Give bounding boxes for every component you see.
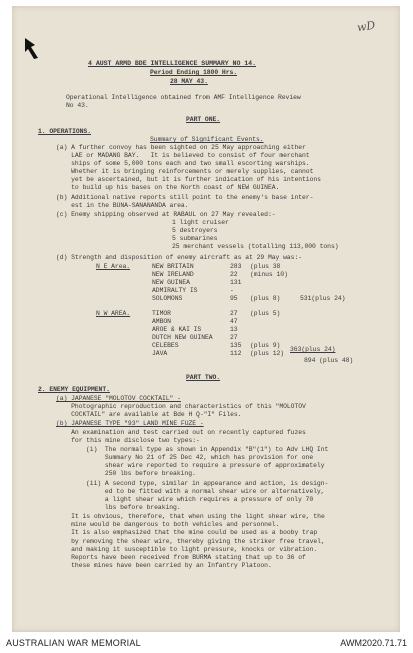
- ne-region-count: 95: [230, 295, 238, 302]
- shipping-line: 5 destroyers: [172, 227, 218, 234]
- closing-line: these mines have been carried by an Infantry Platoon.: [56, 562, 272, 570]
- ne-region-name: NEW BRITAIN: [152, 263, 194, 270]
- para-1b-line-1: (b) Additional native reports still point to the enemy's base inter-: [56, 194, 314, 201]
- typeii-line: (ii) A second type, similar in appearance and action, is design-: [86, 480, 329, 487]
- para1a-line: LAE or MADANG BAY. It is believed to consist of four merchant: [56, 152, 310, 159]
- nw-region-name: JAVA: [152, 350, 168, 357]
- closing-line: Reports have been received from BURMA stating that up to 36 of: [56, 554, 306, 561]
- para1a-line: to build up his bases on the North coast of NEW GUINEA.: [56, 184, 280, 191]
- footer-bar: [0, 634, 413, 653]
- typei-line: 250 lbs before breaking.: [86, 470, 196, 477]
- summary-title: 4 AUST ARMD BDE INTELLIGENCE SUMMARY NO 14.: [88, 60, 256, 67]
- ne-region-change: (plus 8): [250, 295, 281, 302]
- hand-drawn-arrow-mark: [22, 34, 42, 62]
- typei-line: (i) The normal type as shown in Appendix "B"(1") to Adv LHQ Int: [86, 446, 329, 453]
- nw-region-count: 27: [230, 334, 238, 341]
- nw-region-change: (plus 12): [250, 350, 285, 357]
- intro-line-1: Operational Intelligence obtained from AMF Intelligence Review: [66, 94, 301, 101]
- typeii-line: a light shear wire which requires a pressure of only 70: [86, 496, 314, 503]
- handwritten-initials: wD: [356, 18, 377, 35]
- para-1c: (c) Enemy shipping observed at RABAUL on 27 May revealed:-: [56, 211, 276, 218]
- nw-region-count: 47: [230, 318, 238, 325]
- intro-line-2: No 43.: [66, 102, 89, 109]
- ne-region-name: SOLOMONS: [152, 295, 183, 302]
- nw-region-name: AMBON: [152, 318, 171, 325]
- para-2a-line-1: Photographic reproduction and characteristics of this "MOLOTOV: [56, 403, 306, 410]
- para-2b-line-2: for this mine disclose two types:-: [56, 437, 200, 444]
- ne-region-change: (minus 10): [250, 271, 288, 278]
- nw-region-change: (plus 5): [250, 310, 281, 317]
- para1a-line: Whether it is bringing reinforcements or merely supplies, cannot: [56, 168, 314, 175]
- para1a-line: ships of some 5,000 tons each and two small escorting warships.: [56, 160, 310, 167]
- summary-heading: Summary of Significant Events.: [150, 136, 264, 143]
- para-2b-line-1: An examination and test carried out on recently captured fuzes: [56, 429, 306, 436]
- typei-line: shear wire reported to require a pressure of approximately: [86, 462, 325, 469]
- ne-region-name: NEW GUINEA: [152, 279, 190, 286]
- footer-accession-number: AWM2020.71.71: [340, 638, 407, 648]
- nw-region-name: TIMOR: [152, 310, 171, 317]
- nw-region-change: (plus 9): [250, 342, 281, 349]
- para1a-line: yet be ascertained, but it is further indication of his intentions: [56, 176, 321, 183]
- para-2a-title: (a) JAPANESE "MOLOTOV COCKTAIL" -: [56, 395, 181, 402]
- nw-region-count: 13: [230, 326, 238, 333]
- nw-region-count: 27: [230, 310, 238, 317]
- part-two-heading: PART TWO.: [186, 374, 221, 381]
- nw-total: 363(plus 24): [290, 346, 336, 353]
- para-1b-line-2: est in the BUNA-SANANANDA area.: [56, 202, 189, 209]
- shipping-line: 1 light cruiser: [172, 219, 229, 226]
- ne-region-name: ADMIRALTY IS: [152, 287, 198, 294]
- ne-region-count: -: [230, 287, 234, 294]
- nw-region-count: 112: [230, 350, 242, 357]
- typeii-line: lbs before breaking.: [86, 504, 181, 511]
- nw-region-count: 135: [230, 342, 242, 349]
- typeii-line: ed to be fitted with a normal shear wire or alternatively,: [86, 488, 325, 495]
- ne-region-count: 131: [230, 279, 242, 286]
- shipping-line: 5 submarines: [172, 235, 218, 242]
- closing-line: It is also emphasized that the mine could be used as a booby trap: [56, 529, 318, 537]
- grand-total: 894 (plus 48): [304, 357, 354, 364]
- nw-area-label: N W AREA.: [96, 310, 131, 317]
- ne-region-change: (plus 38: [250, 263, 281, 270]
- ne-region-count: 22: [230, 271, 238, 278]
- ne-area-label: N E Area.: [96, 263, 131, 270]
- closing-line: mine would be dangerous to both vehicles and personnel.: [56, 521, 280, 529]
- closing-line: It is obvious, therefore, that when using the light shear wire, the: [56, 513, 325, 520]
- nw-region-name: DUTCH NEW GUINEA: [152, 334, 213, 341]
- section2-heading: 2. ENEMY EQUIPMENT.: [38, 386, 110, 393]
- closing-line: by removing the shear wire, thereby giving the striker free travel,: [56, 537, 325, 545]
- nw-region-name: CELEBES: [152, 342, 179, 349]
- para1a-line: (a) A further convoy has been sighted on 25 May approaching either: [56, 144, 306, 151]
- para-2b-title: (b) JAPANESE TYPE "93" LAND MINE FUZE -: [56, 420, 204, 427]
- section1-heading: 1. OPERATIONS.: [38, 128, 91, 135]
- typei-line: Summary No 21 of 25 Dec 42, which has provision for one: [86, 454, 314, 461]
- part-one-heading: PART ONE.: [186, 116, 221, 123]
- ne-region-count: 283: [230, 263, 242, 270]
- footer-source: AUSTRALIAN WAR MEMORIAL: [6, 638, 141, 648]
- date-line: 28 MAY 43.: [170, 78, 208, 85]
- ne-region-name: NEW IRELAND: [152, 271, 194, 278]
- nw-region-name: AROE & KAI IS: [152, 326, 202, 333]
- para-2a-line-2: COCKTAIL" are available at Bde H Q-"I" Files.: [56, 411, 242, 418]
- shipping-line: 25 merchant vessels (totalling 113,000 tons): [172, 243, 339, 250]
- para-1d: (d) Strength and disposition of enemy aircraft as at 29 May was:-: [56, 254, 303, 261]
- ne-total: 531(plus 24): [300, 295, 346, 302]
- closing-line: and making it susceptible to light pressure, knocks or vibration.: [56, 545, 318, 553]
- period-line: Period Ending 1800 Hrs.: [150, 69, 238, 76]
